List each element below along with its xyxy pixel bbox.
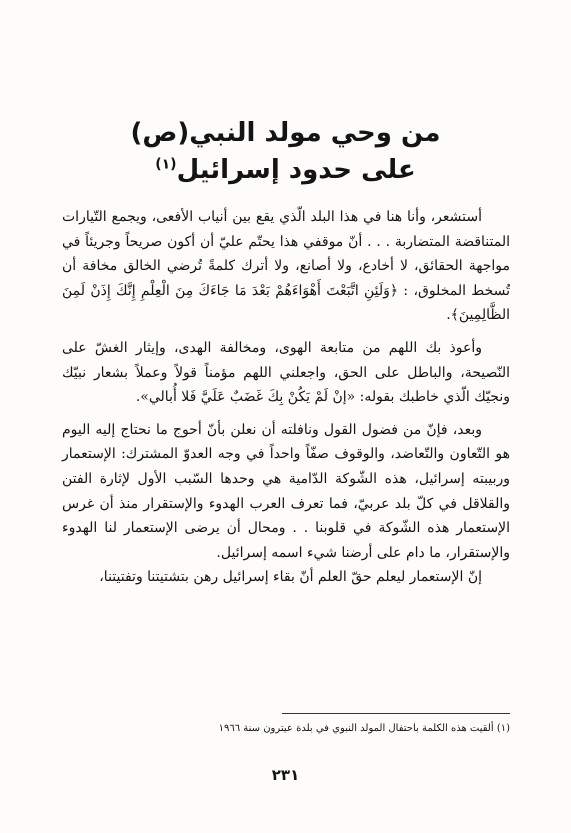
paragraph-4: إنّ الإستعمار ليعلم حقّ العلم أنّ بقاء إسرائيل رهن بتشتيتنا وتفتيتنا، [99, 569, 482, 586]
footnote-divider [282, 713, 510, 714]
body-text [62, 205, 510, 590]
chapter-title-line-2: على حدود إسرائيل$^{(١)}$ [155, 155, 416, 185]
page-number: ٢٣١ [271, 766, 300, 784]
chapter-title-line-1: من وحي مولد النبي(ص) [130, 118, 441, 148]
paragraph-3: وبعد، فإنّ من فضول القول ونافلته أن نعلن بأنّ أحوج ما نحتاج إليه اليوم هو التّعاون والتّعاضد، والوقوف صفّاً واحداً في وجه العدوّ المشترك: الإستعمار وربيبته إسرائيل، هذه الشّوكة الدّامية هي وحدها السّبب الأول لإثارة الفتن والقلاقل في كلّ بلد عربيّ، فما تعرف العرب الهدوء والإستقرار منذ أن غرس الإستعمار هذه الشّوكة في قلوبنا . . ومحال أن يرضى الإستعمار لنا الهدوء والإستقرار، ما دام على أرضنا شيء اسمه إسرائيل. [62, 421, 510, 561]
footnote: (١) ألقيت هذه الكلمة باحتفال المولد النبوي في بلدة عيترون سنة ١٩٦٦ [218, 723, 510, 734]
footnote-reference: (١) [155, 156, 177, 173]
paragraph-2: وأعوذ بك اللهم من متابعة الهوى، ومخالفة الهدى، وإيثار الغشّ على النّصيحة، والباطل على الحق، واجعلني اللهم مؤمناً قولاً وعملاً بشعار نبيّك ونجيّك الّذي خاطبك بقوله: «إنْ لَمْ يَكُنْ بِكَ غَضَبٌ عَلَيَّ فَلا أُبالي». [62, 339, 510, 406]
paragraph-1: أستشعر، وأنا هنا في هذا البلد الّذي يقع بين أنياب الأفعى، ويجمع التّيارات المتناقضة المتضاربة . . . أنّ موقفي هذا يحتّم عليّ أن أكون صريحاً وجريئاً في مواجهة الحقائق، لا أخادع، ولا أصانع، ولا أترك كلمةً تُرضي الخالق مخافة أن تُسخط المخلوق، : ﴿وَلَئِنِ اتَّبَعْتَ أَهْوَاءَهُمْ بَعْدَ مَا جَاءَكَ مِنَ الْعِلْمِ إِنَّكَ إِذَنْ لَمِنَ الظَّالِمِينَ﴾. [62, 209, 510, 324]
